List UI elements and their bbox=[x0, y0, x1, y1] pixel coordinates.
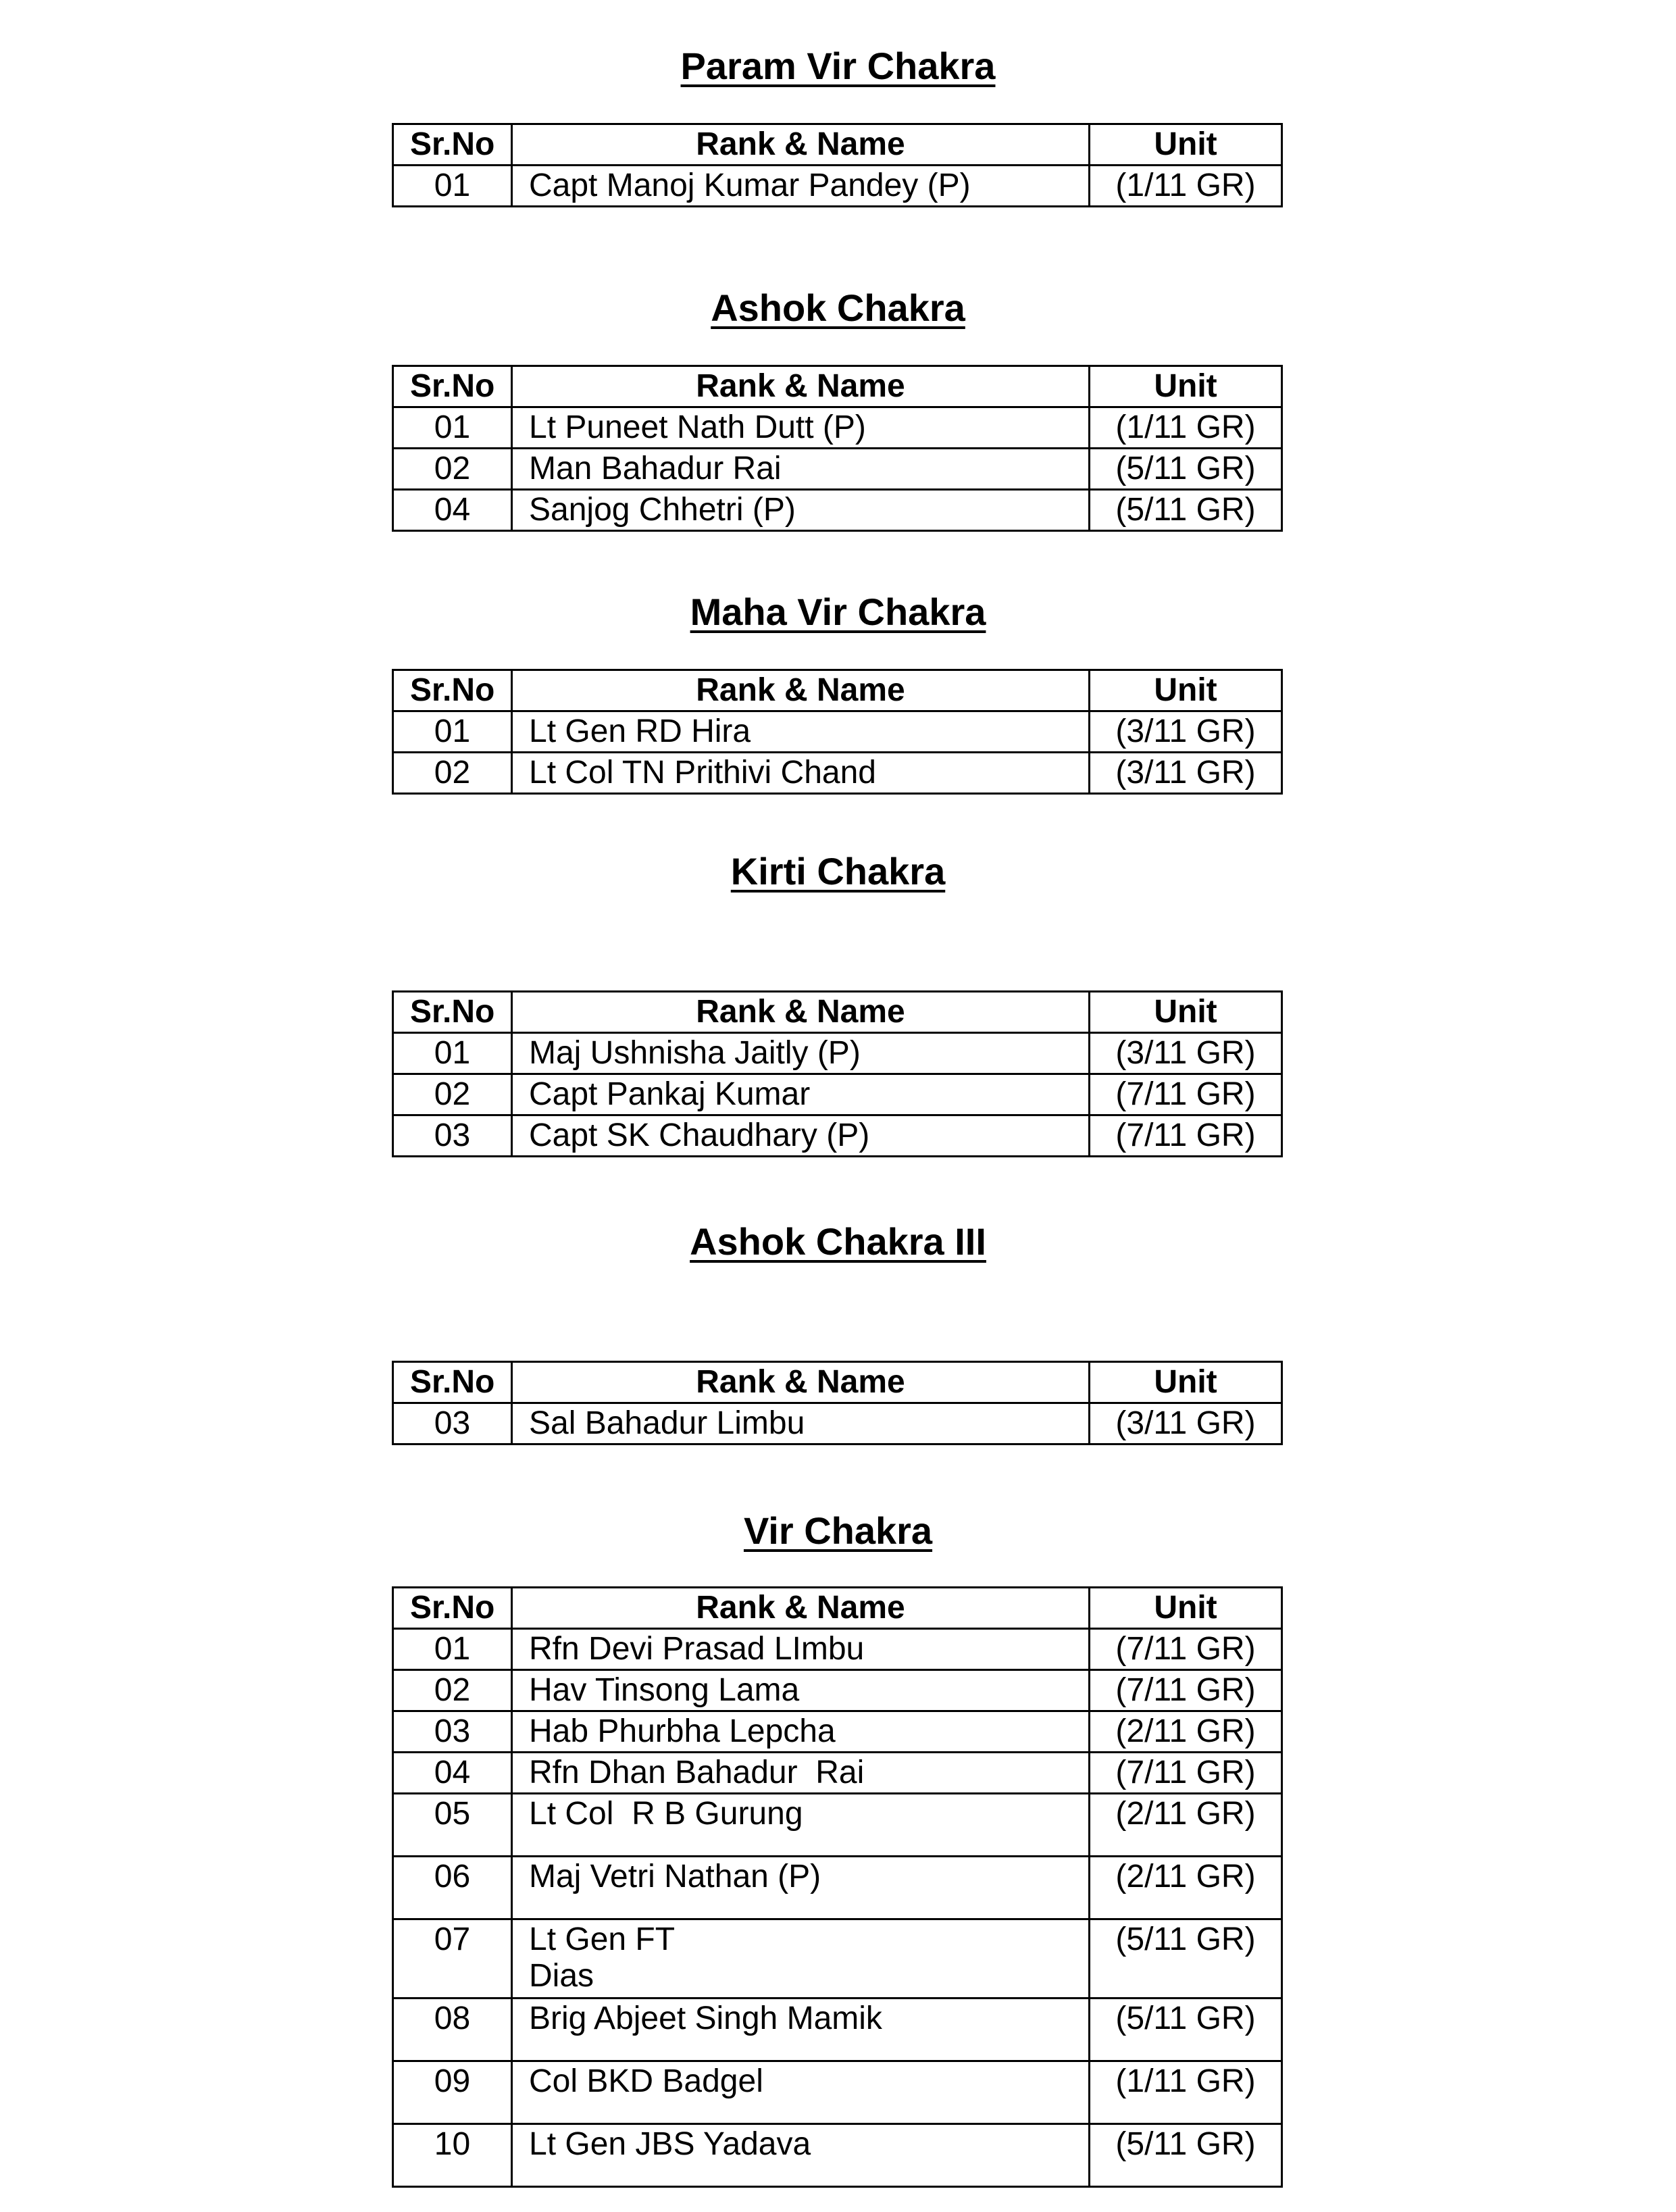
table-row bbox=[393, 1857, 1282, 1919]
header-rank-name: Rank & Name bbox=[512, 992, 1090, 1033]
cell-rank-name bbox=[512, 449, 1090, 490]
name-line: Capt Pankaj Kumar bbox=[529, 1076, 811, 1112]
section-title-maha-vir-chakra: Maha Vir Chakra bbox=[690, 590, 986, 633]
award-table-kirti-chakra bbox=[392, 990, 1283, 1157]
cell-rank-name bbox=[512, 1753, 1090, 1794]
award-table-ashok-chakra bbox=[392, 365, 1283, 532]
table-row bbox=[393, 2061, 1282, 2124]
award-table-maha-vir-chakra bbox=[392, 669, 1283, 795]
cell-unit: (2/11 GR) bbox=[1090, 1711, 1282, 1753]
cell-rank-name bbox=[512, 2061, 1090, 2124]
name-line: Rfn Dhan Bahadur Rai bbox=[529, 1755, 865, 1790]
cell-srno: 03 bbox=[393, 1115, 512, 1157]
cell-srno: 10 bbox=[393, 2124, 512, 2187]
cell-unit: (5/11 GR) bbox=[1090, 449, 1282, 490]
award-table-ashok-chakra-iii bbox=[392, 1361, 1283, 1445]
cell-rank-name bbox=[512, 1115, 1090, 1157]
cell-rank-name bbox=[512, 1670, 1090, 1711]
name-line: Capt Manoj Kumar Pandey (P) bbox=[529, 168, 971, 203]
cell-rank-name bbox=[512, 2124, 1090, 2187]
table-row bbox=[393, 1794, 1282, 1857]
header-rank-name: Rank & Name bbox=[512, 1588, 1090, 1629]
name-line: Lt Gen FT bbox=[529, 1921, 676, 1957]
name-line: Lt Col TN Prithivi Chand bbox=[529, 755, 876, 790]
name-line: Man Bahadur Rai bbox=[529, 451, 782, 486]
table-header-row bbox=[393, 1588, 1282, 1629]
section-title-ashok-chakra-iii: Ashok Chakra III bbox=[690, 1220, 986, 1263]
cell-unit: (5/11 GR) bbox=[1090, 1999, 1282, 2061]
name-line: Lt Puneet Nath Dutt (P) bbox=[529, 409, 866, 445]
cell-srno: 04 bbox=[393, 490, 512, 531]
table-row bbox=[393, 1115, 1282, 1157]
name-line: Maj Vetri Nathan (P) bbox=[529, 1859, 821, 1894]
cell-srno: 02 bbox=[393, 449, 512, 490]
cell-srno: 01 bbox=[393, 1629, 512, 1670]
cell-unit: (7/11 GR) bbox=[1090, 1670, 1282, 1711]
section-title-kirti-chakra: Kirti Chakra bbox=[730, 850, 946, 893]
section-title-ashok-chakra: Ashok Chakra bbox=[711, 286, 965, 329]
cell-unit: (2/11 GR) bbox=[1090, 1794, 1282, 1857]
name-line: Maj Ushnisha Jaitly (P) bbox=[529, 1035, 861, 1071]
table-header-row bbox=[393, 992, 1282, 1033]
name-line: Col BKD Badgel bbox=[529, 2063, 763, 2099]
cell-unit: (5/11 GR) bbox=[1090, 2124, 1282, 2187]
cell-srno: 01 bbox=[393, 1033, 512, 1074]
cell-rank-name bbox=[512, 1794, 1090, 1857]
header-unit: Unit bbox=[1090, 124, 1282, 166]
cell-srno: 08 bbox=[393, 1999, 512, 2061]
cell-srno: 06 bbox=[393, 1857, 512, 1919]
cell-srno: 02 bbox=[393, 1670, 512, 1711]
table-row bbox=[393, 1074, 1282, 1115]
cell-unit: (3/11 GR) bbox=[1090, 711, 1282, 753]
name-line: Sanjog Chhetri (P) bbox=[529, 492, 796, 528]
table-header-row bbox=[393, 366, 1282, 407]
header-rank-name: Rank & Name bbox=[512, 124, 1090, 166]
table-row bbox=[393, 449, 1282, 490]
name-line: Lt Col R B Gurung bbox=[529, 1796, 803, 1832]
cell-unit: (5/11 GR) bbox=[1090, 490, 1282, 531]
cell-unit: (2/11 GR) bbox=[1090, 1857, 1282, 1919]
cell-rank-name bbox=[512, 753, 1090, 794]
header-unit: Unit bbox=[1090, 1588, 1282, 1629]
cell-srno: 04 bbox=[393, 1753, 512, 1794]
cell-rank-name bbox=[512, 1074, 1090, 1115]
table-row bbox=[393, 1670, 1282, 1711]
table-row bbox=[393, 1033, 1282, 1074]
name-line: Brig Abjeet Singh Mamik bbox=[529, 2001, 882, 2036]
cell-srno: 03 bbox=[393, 1711, 512, 1753]
header-srno: Sr.No bbox=[393, 992, 512, 1033]
cell-rank-name bbox=[512, 1033, 1090, 1074]
cell-unit: (3/11 GR) bbox=[1090, 1403, 1282, 1444]
header-srno: Sr.No bbox=[393, 124, 512, 166]
header-unit: Unit bbox=[1090, 670, 1282, 711]
header-srno: Sr.No bbox=[393, 366, 512, 407]
section-title-vir-chakra: Vir Chakra bbox=[743, 1509, 933, 1552]
table-row bbox=[393, 1919, 1282, 1999]
cell-srno: 05 bbox=[393, 1794, 512, 1857]
cell-srno: 02 bbox=[393, 1074, 512, 1115]
name-line: Capt SK Chaudhary (P) bbox=[529, 1117, 870, 1153]
cell-rank-name bbox=[512, 407, 1090, 449]
header-srno: Sr.No bbox=[393, 1362, 512, 1403]
cell-unit: (7/11 GR) bbox=[1090, 1074, 1282, 1115]
table-row bbox=[393, 1999, 1282, 2061]
cell-unit: (7/11 GR) bbox=[1090, 1629, 1282, 1670]
table-row bbox=[393, 2124, 1282, 2187]
header-unit: Unit bbox=[1090, 366, 1282, 407]
section-title-param-vir-chakra: Param Vir Chakra bbox=[680, 45, 996, 87]
cell-srno: 03 bbox=[393, 1403, 512, 1444]
table-header-row bbox=[393, 1362, 1282, 1403]
award-table-vir-chakra bbox=[392, 1586, 1283, 2188]
table-row bbox=[393, 407, 1282, 449]
table-header-row bbox=[393, 670, 1282, 711]
cell-unit: (5/11 GR) bbox=[1090, 1919, 1282, 1999]
header-unit: Unit bbox=[1090, 992, 1282, 1033]
name-line: Hav Tinsong Lama bbox=[529, 1672, 800, 1708]
cell-unit: (7/11 GR) bbox=[1090, 1115, 1282, 1157]
cell-rank-name bbox=[512, 166, 1090, 207]
name-line: Dias bbox=[529, 1958, 594, 1994]
cell-unit: (3/11 GR) bbox=[1090, 1033, 1282, 1074]
header-srno: Sr.No bbox=[393, 1588, 512, 1629]
cell-rank-name bbox=[512, 490, 1090, 531]
table-row bbox=[393, 1711, 1282, 1753]
header-rank-name: Rank & Name bbox=[512, 366, 1090, 407]
table-row bbox=[393, 711, 1282, 753]
cell-srno: 01 bbox=[393, 166, 512, 207]
name-line: Rfn Devi Prasad LImbu bbox=[529, 1631, 865, 1667]
header-srno: Sr.No bbox=[393, 670, 512, 711]
table-row bbox=[393, 1403, 1282, 1444]
table-row bbox=[393, 166, 1282, 207]
table-row bbox=[393, 753, 1282, 794]
award-table-param-vir-chakra bbox=[392, 123, 1283, 207]
cell-srno: 01 bbox=[393, 711, 512, 753]
cell-srno: 09 bbox=[393, 2061, 512, 2124]
cell-unit: (1/11 GR) bbox=[1090, 2061, 1282, 2124]
name-line: Lt Gen JBS Yadava bbox=[529, 2126, 811, 2162]
cell-srno: 01 bbox=[393, 407, 512, 449]
cell-unit: (1/11 GR) bbox=[1090, 407, 1282, 449]
header-unit: Unit bbox=[1090, 1362, 1282, 1403]
cell-unit: (7/11 GR) bbox=[1090, 1753, 1282, 1794]
cell-rank-name bbox=[512, 711, 1090, 753]
header-rank-name: Rank & Name bbox=[512, 670, 1090, 711]
cell-rank-name bbox=[512, 1857, 1090, 1919]
cell-rank-name bbox=[512, 1919, 1090, 1999]
cell-rank-name bbox=[512, 1403, 1090, 1444]
cell-unit: (3/11 GR) bbox=[1090, 753, 1282, 794]
cell-srno: 07 bbox=[393, 1919, 512, 1999]
cell-rank-name bbox=[512, 1711, 1090, 1753]
table-row bbox=[393, 1629, 1282, 1670]
cell-rank-name bbox=[512, 1999, 1090, 2061]
table-row bbox=[393, 490, 1282, 531]
cell-rank-name bbox=[512, 1629, 1090, 1670]
name-line: Hab Phurbha Lepcha bbox=[529, 1713, 836, 1749]
name-line: Sal Bahadur Limbu bbox=[529, 1405, 805, 1441]
table-row bbox=[393, 1753, 1282, 1794]
table-header-row bbox=[393, 124, 1282, 166]
header-rank-name: Rank & Name bbox=[512, 1362, 1090, 1403]
cell-srno: 02 bbox=[393, 753, 512, 794]
name-line: Lt Gen RD Hira bbox=[529, 713, 751, 749]
cell-unit: (1/11 GR) bbox=[1090, 166, 1282, 207]
